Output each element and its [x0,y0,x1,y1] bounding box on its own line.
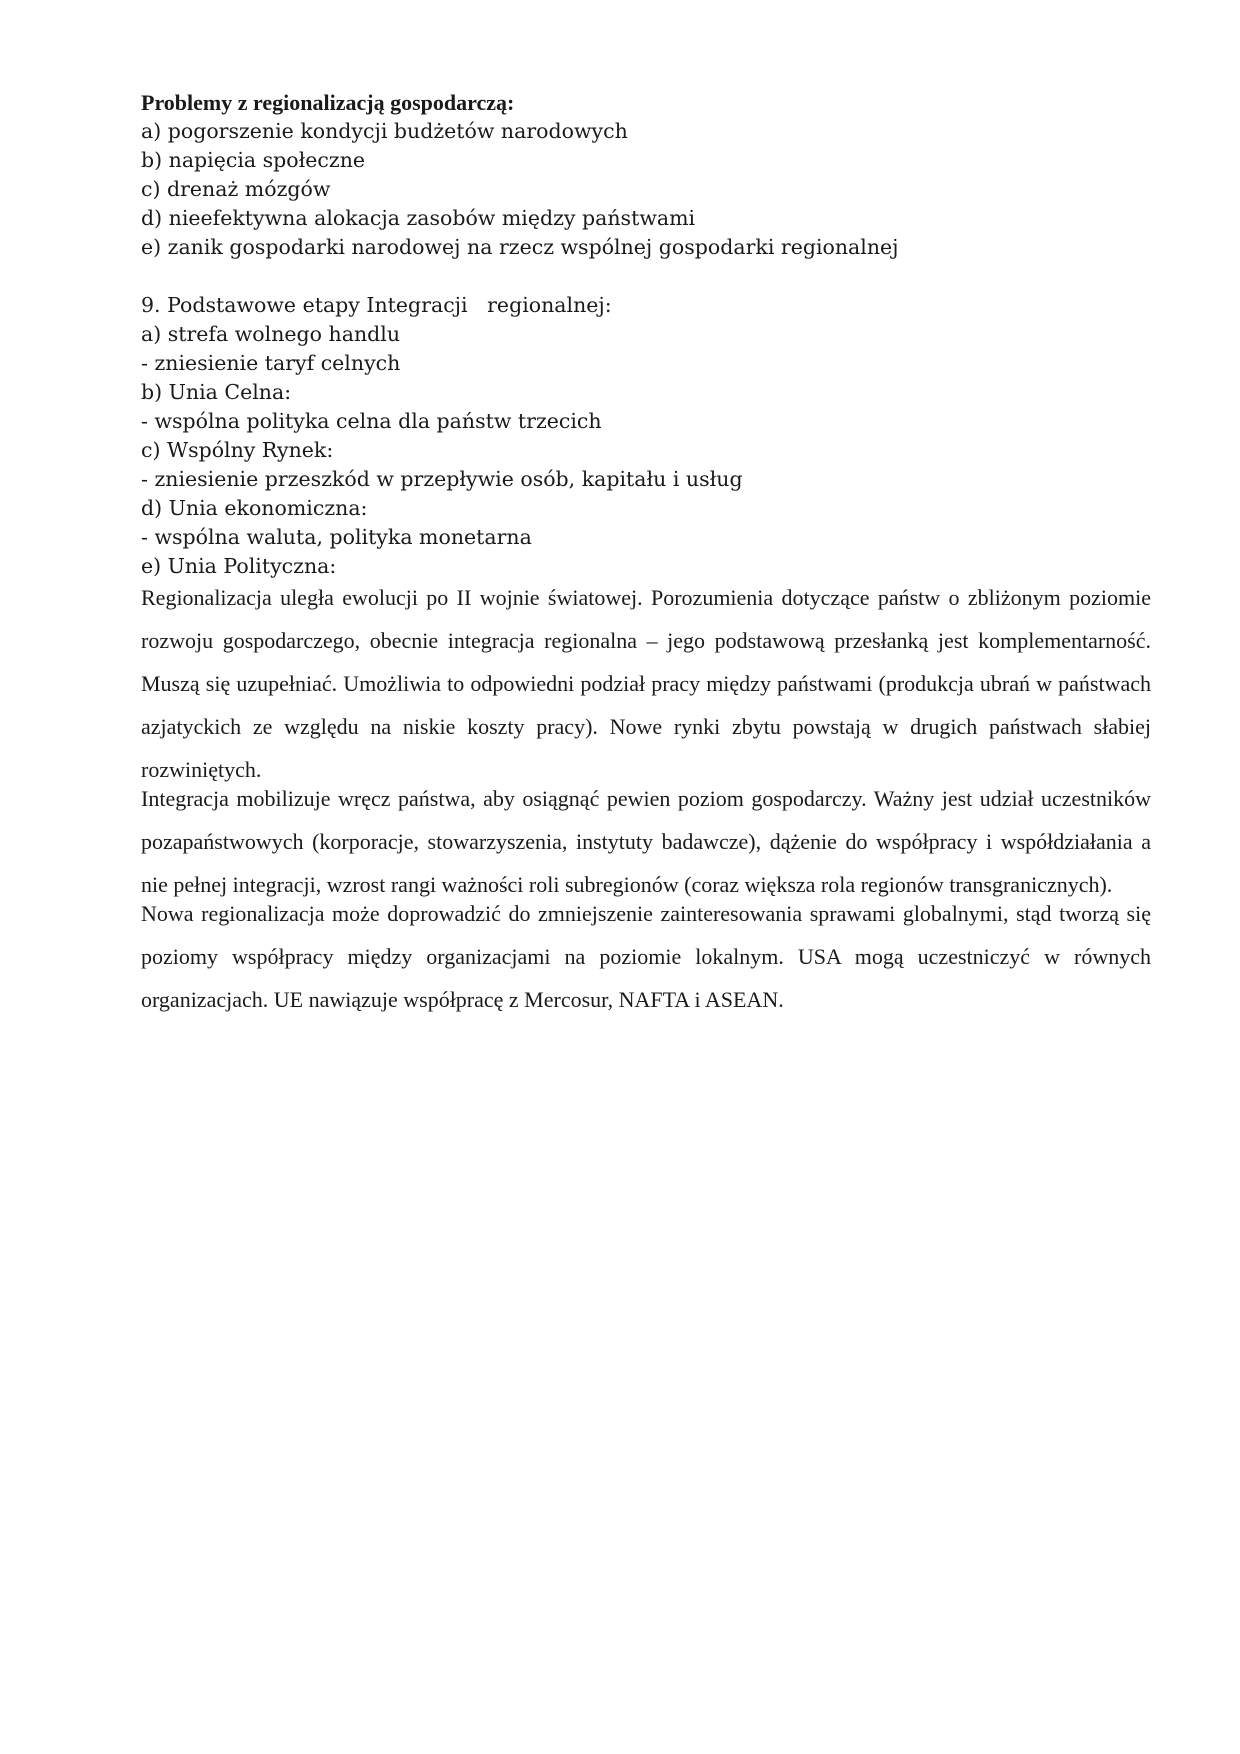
section-heading-problems: Problemy z regionalizacją gospodarczą: [141,90,515,115]
list-item: d) Unia ekonomiczna: [141,496,368,520]
document-page [141,88,1151,1021]
list-item: a) pogorszenie kondycji budżetów narodowych [141,119,628,143]
list-item: - zniesienie taryf celnych [141,351,401,375]
paragraph-integration: Integracja mobilizuje wręcz państwa, aby osiągnąć pewien poziom gospodarczy. Ważny jest udział uczestników pozapaństwowych (korporacje, stowarzyszenia, instytuty badawcze), dążenie do współpracy i współdziałania a nie pełnej integracji, wzrost rangi ważności roli subregionów (coraz większa rola regionów transgranicznych). [141,786,1151,897]
paragraph-new-regionalization: Nowa regionalizacja może doprowadzić do zmniejszenie zainteresowania sprawami globalnymi, stąd tworzą się poziomy współpracy między organizacjami na poziomie lokalnym. USA mogą uczestniczyć w równych organizacjach. UE nawiązuje współpracę z Mercosur, NAFTA i ASEAN. [141,901,1151,1012]
list-item: c) Wspólny Rynek: [141,438,334,462]
list-item: b) napięcia społeczne [141,148,366,172]
list-item: c) drenaż mózgów [141,177,331,201]
list-item: b) Unia Celna: [141,380,292,404]
list-item: e) zanik gospodarki narodowej na rzecz wspólnej gospodarki regionalnej [141,235,899,259]
list-item: - wspólna waluta, polityka monetarna [141,525,532,549]
list-item: a) strefa wolnego handlu [141,322,401,346]
spacer [141,262,1151,291]
list-item: - wspólna polityka celna dla państw trzecich [141,409,602,433]
section-heading-stages: 9. Podstawowe etapy Integracji regionalnej: [141,293,612,317]
list-item: e) Unia Polityczna: [141,554,337,578]
list-item: d) nieefektywna alokacja zasobów między państwami [141,206,696,230]
list-item: - zniesienie przeszkód w przepływie osób, kapitału i usług [141,467,743,491]
paragraph-regionalization: Regionalizacja uległa ewolucji po II wojnie światowej. Porozumienia dotyczące państw o zbliżonym poziomie rozwoju gospodarczego, obecnie integracja regionalna – jego podstawową przesłanką jest komplementarność. Muszą się uzupełniać. Umożliwia to odpowiedni podział pracy między państwami (produkcja ubrań w państwach azjatyckich ze względu na niskie koszty pracy). Nowe rynki zbytu powstają w drugich państwach słabiej rozwiniętych. [141,585,1151,782]
